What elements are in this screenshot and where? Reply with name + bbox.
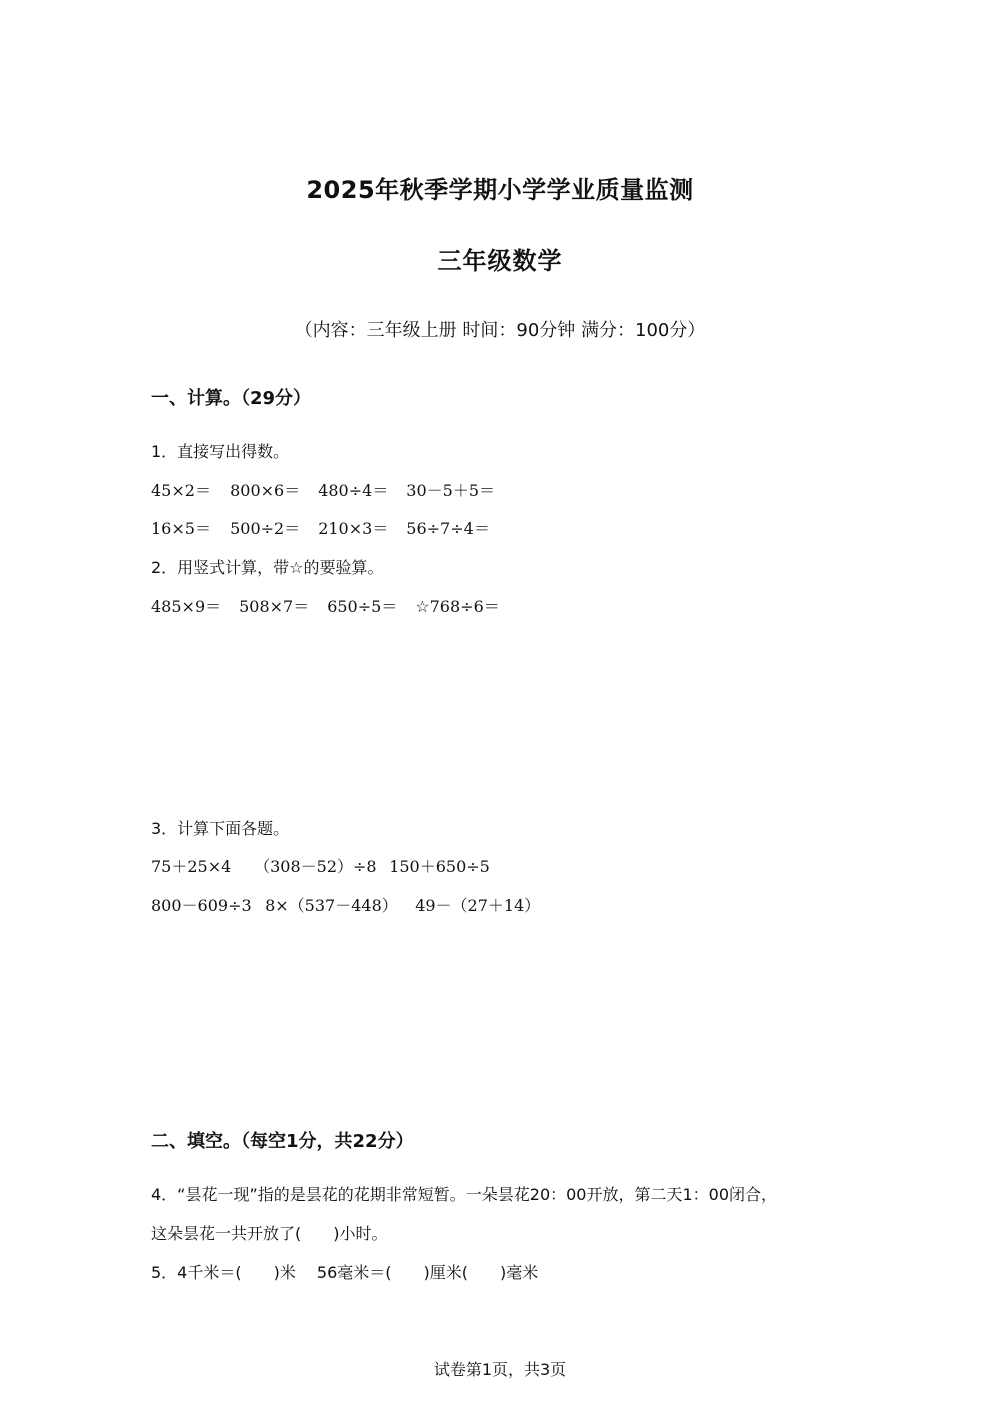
question-1-row-1 — [151, 478, 495, 501]
expression: 75＋25×4 — [151, 857, 232, 876]
expression: 16×5＝ — [151, 519, 211, 538]
expression: 800×6＝ — [230, 481, 301, 500]
expression: ☆768÷6＝ — [415, 597, 500, 616]
expression: 49－（27＋14） — [415, 896, 541, 915]
expression: 508×7＝ — [239, 597, 310, 616]
question-4-line-1: 4．“昙花一现”指的是昙花的花期非常短暂。一朵昙花20：00开放，第二天1：00闭合， — [151, 1185, 778, 1204]
page-footer: 试卷第1页，共3页 — [433, 1360, 567, 1379]
expression: 150＋650÷5 — [389, 857, 490, 876]
expression: 485×9＝ — [151, 597, 222, 616]
question-3-row-1 — [151, 854, 490, 877]
question-3-label: 3．计算下面各题。 — [151, 819, 290, 838]
expression: 480÷4＝ — [318, 481, 389, 500]
expression: 800－609÷3 — [151, 896, 252, 915]
expression: 30－5＋5＝ — [406, 481, 496, 500]
question-2-label: 2．用竖式计算，带☆的要验算。 — [151, 558, 384, 577]
expression: 8×（537－448） — [265, 896, 398, 915]
expression: 650÷5＝ — [327, 597, 398, 616]
question-1-row-2 — [151, 516, 490, 539]
expression: 500÷2＝ — [230, 519, 301, 538]
question-1-label: 1．直接写出得数。 — [151, 442, 290, 461]
expression: （308－52）÷8 — [254, 857, 377, 876]
page-title: 2025年秋季学期小学学业质量监测 — [306, 176, 694, 204]
section-2-heading: 二、填空。（每空1分，共22分） — [151, 1131, 414, 1152]
question-3-row-2 — [151, 893, 540, 916]
question-5: 5．4千米＝( )米 56毫米＝( )厘米( )毫米 — [151, 1263, 539, 1282]
question-2-row — [151, 594, 500, 617]
expression: 56÷7÷4＝ — [406, 519, 490, 538]
page-subtitle: 三年级数学 — [437, 247, 563, 275]
expression: 210×3＝ — [318, 519, 389, 538]
exam-info: （内容：三年级上册 时间：90分钟 满分：100分） — [294, 320, 706, 341]
section-1-heading: 一、计算。（29分） — [151, 388, 312, 409]
question-4-line-2: 这朵昙花一共开放了( )小时。 — [151, 1224, 388, 1243]
expression: 45×2＝ — [151, 481, 211, 500]
